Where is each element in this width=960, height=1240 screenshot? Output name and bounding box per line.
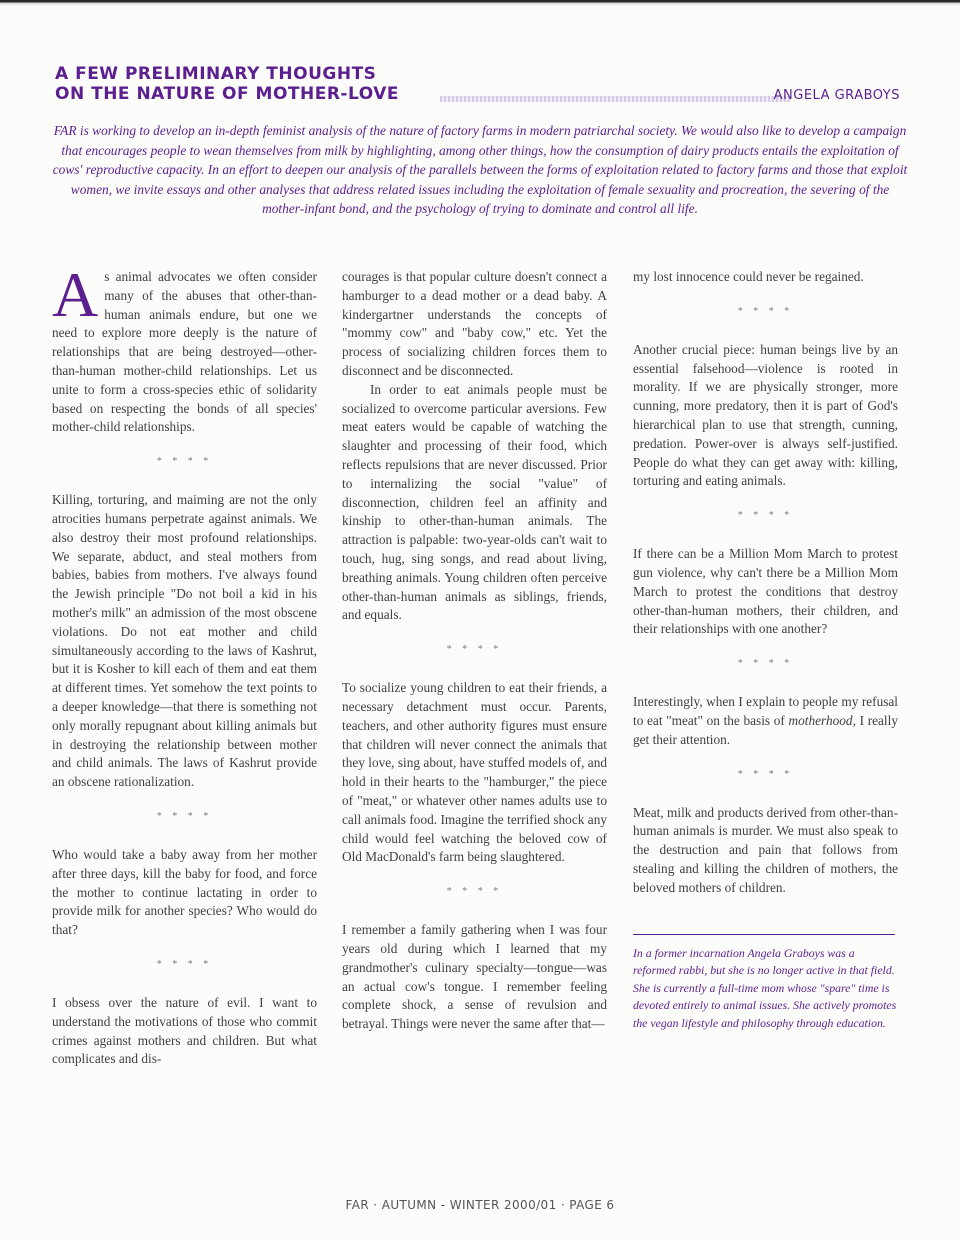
paragraph: Meat, milk and products derived from other-than-human animals is murder. We must also speak to the destruction and pain that follows from stealing and killing the children of mothers, the beloved mothers of children.	[633, 804, 898, 895]
article-header	[55, 64, 900, 110]
paragraph: In order to eat animals people must be socialized to overcome particular aversions. Few meat eaters would be capable of watching the slaughter and processing of their food, which reflects repulsions that are never discussed. Prior to internalizing the social "value" of disconnection, children feel an affinity and kinship to other-than-human animals. The attraction is palpable: two-year-olds can't wait to touch, hug, sing songs, and read about living, breathing animals. Young children often perceive other-than-human animals as siblings, friends, and equals.	[342, 381, 607, 623]
author-bio: In a former incarnation Angela Graboys was a reformed rabbi, but she is no longer active in that field. She is currently a full-time mom whose "spare" time is devoted entirely to animal issues. She actively promotes the vegan lifestyle and philosophy through education.	[633, 945, 897, 1030]
article-title-line-1: A FEW PRELIMINARY THOUGHTS	[55, 64, 377, 84]
paragraph: Killing, torturing, and maiming are not the only atrocities humans perpetrate against animals. We also destroy their most profound relationships. We separate, abduct, and steal mothers from babies, babies from mothers. I've always found the Jewish principle "Do not boil a kid in his mother's milk" an admission of the most obscene violations. Do not eat mother and child simultaneously according to the laws of Kashrut, but it is Kosher to kill each of them and eat them at different times. Yet somehow the text points to a deeper knowledge—that there is something not only morally repugnant about killing animals but in destroying the relationship between mother and child animals. The laws of Kashrut provide an obscene rationalization.	[52, 492, 317, 790]
section-separator: * * * *	[737, 658, 794, 670]
paragraph: I remember a family gathering when I was four years old during which I learned that my grandmother's culinary specialty—tongue—was an actual cow's tongue. I remember feeling complete shock, a sense of revulsion and betrayal. Things were never the same after that—	[342, 922, 607, 1032]
paragraph: I obsess over the nature of evil. I want to understand the motivations of those who commit crimes against mothers and children. But what complicates and dis-	[52, 994, 317, 1067]
text-column-2	[342, 268, 607, 1034]
paragraph	[633, 693, 898, 749]
article-author: ANGELA GRABOYS	[773, 88, 900, 103]
section-separator: * * * *	[737, 510, 794, 522]
paragraph: my lost innocence could never be regained.	[633, 269, 864, 284]
article-title-line-2: ON THE NATURE OF MOTHER-LOVE	[55, 84, 399, 104]
paragraph: Another crucial piece: human beings live by an essential falsehood—violence is rooted in morality. If we are physically stronger, more cunning, more predatory, then it is part of God's hierarchical plan to use that strength, cunning, predation. Power-over is always self-justified. People do what they can get away with: killing, torturing and eating animals.	[633, 341, 898, 489]
page-footer: FAR · AUTUMN - WINTER 2000/01 · PAGE 6	[345, 1198, 615, 1212]
section-separator: * * * *	[446, 644, 503, 656]
paragraph	[52, 259, 317, 437]
paragraph-text: I really get their attention.	[633, 712, 898, 747]
section-separator: * * * *	[737, 768, 794, 780]
section-separator: * * * *	[156, 810, 213, 822]
paragraph-text: s animal advocates we often consider many of the abuses that other-than-human animals endure, but one we need to explore more deeply is the nature of relationships that are being destroyed—other-than-human mother-child relationships. Let us unite to form a cross-species ethic of solidarity based on respecting the bonds of all species' mother-child relationships.	[52, 269, 317, 435]
paragraph: To socialize young children to eat their friends, a necessary detachment must occur. Parents, teachers, and other authority figures must ensure that children will never connect the animals that they love, sing about, have stuffed models of, and hold in their hearts to the "hamburger," the piece of "meat," or whatever other names adults use to call animals food. Imagine the terrified shock any child would feel watching the beloved cow of Old MacDonald's farm being slaughtered.	[342, 680, 607, 865]
title-rule	[440, 96, 790, 102]
drop-cap: A	[52, 259, 99, 330]
bio-rule	[633, 934, 895, 935]
section-separator: * * * *	[737, 305, 794, 317]
text-column-3	[633, 268, 898, 1033]
paragraph: courages is that popular culture doesn't connect a hamburger to a dead mother or a dead baby. A kindergartner understands the concepts of "mommy cow" and "baby cow," etc. Yet the process of socializing children forces them to disconnect and be disconnected.	[342, 269, 607, 378]
paragraph: Who would take a baby away from her mother after three days, kill the baby for food, and force the mother to continue lactating in order to provide milk for another species? Who would do that?	[52, 846, 317, 938]
section-separator: * * * *	[156, 456, 213, 468]
article-intro: FAR is working to develop an in-depth feminist analysis of the nature of factory farms in modern patriarchal society. We would also like to develop a campaign that encourages people to wean themselves from milk by highlighting, among other things, how the consumption of dairy products entails the exploitation of cows' reproductive capacity. In an effort to deepen our analysis of the parallels between the forms of exploitation related to factory farms and those that exploit women, we invite essays and other analyses that address related issues including the exploitation of female sexuality and procreation, the severing of the mother-infant bond, and the psychology of trying to dominate and control all life.	[52, 123, 908, 217]
paragraph: If there can be a Million Mom March to protest gun violence, why can't there be a Million Mom March to protest the conditions that destroy other-than-human mothers, their children, and their relationships with one another?	[633, 546, 898, 637]
section-separator: * * * *	[156, 958, 213, 970]
section-separator: * * * *	[446, 886, 503, 898]
emphasis-text: motherhood,	[788, 712, 856, 728]
scan-edge	[0, 0, 960, 6]
text-column-1	[52, 259, 317, 1069]
paragraph-text: Interestingly, when I explain to people my refusal to eat "meat" on the basis of	[633, 694, 898, 728]
